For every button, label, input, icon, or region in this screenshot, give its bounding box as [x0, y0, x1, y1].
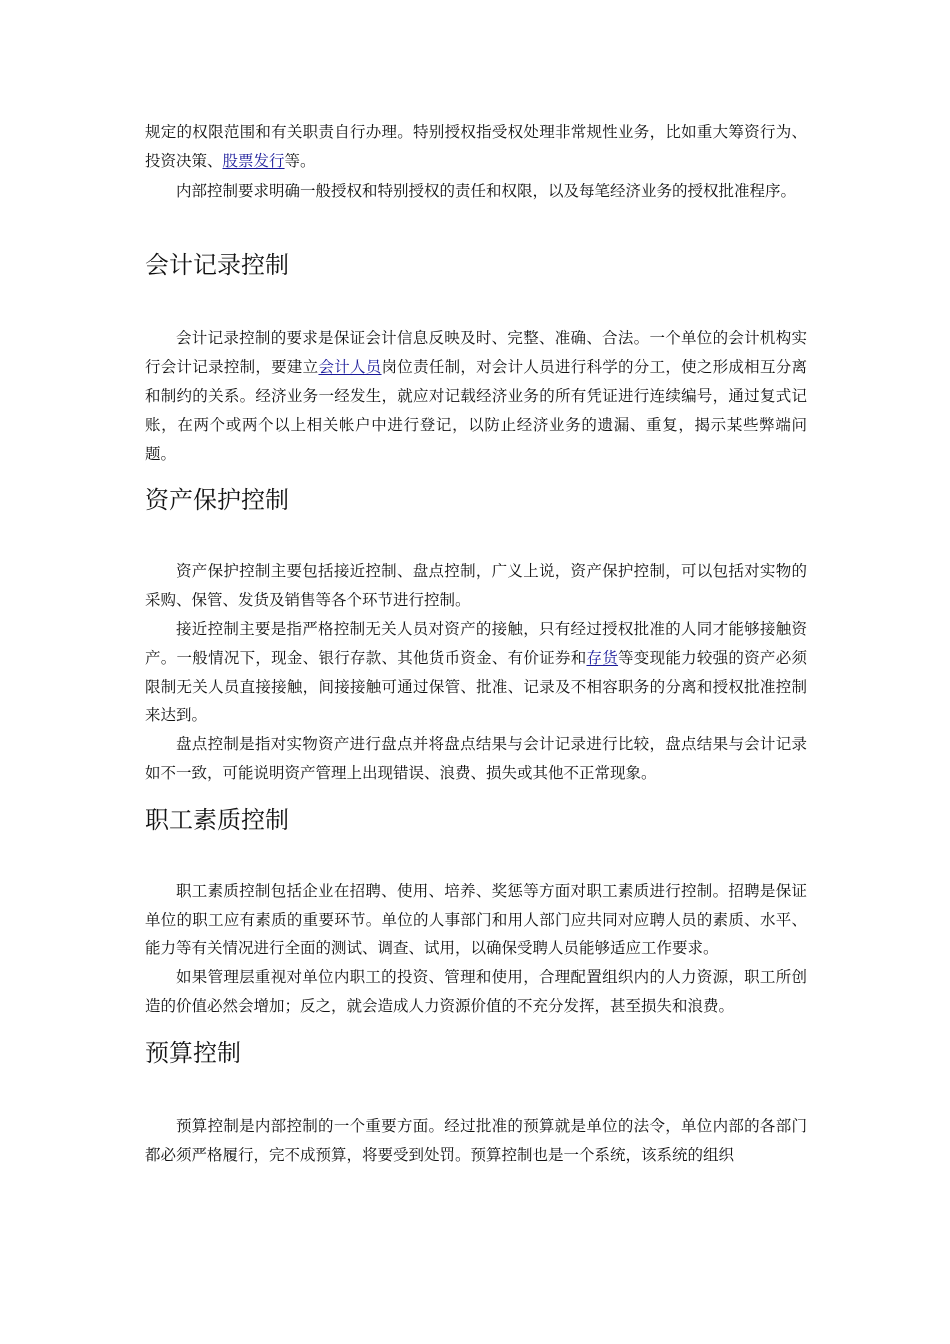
- paragraph-staff-value: 如果管理层重视对单位内职工的投资、管理和使用，合理配置组织内的人力资源，职工所创造的价值必然会增加；反之，就会造成人力资源价值的不充分发挥，甚至损失和浪费。: [145, 968, 807, 1015]
- paragraph-authorization-scope: 规定的权限范围和有关职责自行办理。特别授权指受权处理非常规性业务，比如重大筹资行为、投资决策、股票发行等。: [145, 123, 807, 170]
- document-page: [145, 118, 807, 1169]
- heading-asset-protection-control: 资产保护控制: [145, 486, 289, 515]
- paragraph-inventory-count-control: 盘点控制是指对实物资产进行盘点并将盘点结果与会计记录进行比较，盘点结果与会计记录如不一致，可能说明资产管理上出现错误、浪费、损失或其他不正常现象。: [145, 735, 807, 782]
- paragraph-budget-control: 预算控制是内部控制的一个重要方面。经过批准的预算就是单位的法令，单位内部的各部门都必须严格履行，完不成预算，将要受到处罚。预算控制也是一个系统，该系统的组织: [145, 1116, 807, 1164]
- link-stock-issuance[interactable]: 股票发行: [222, 151, 285, 170]
- paragraph-staff-recruitment: 职工素质控制包括企业在招聘、使用、培养、奖惩等方面对职工素质进行控制。招聘是保证单位的职工应有素质的重要环节。单位的人事部门和用人部门应共同对应聘人员的素质、水平、能力等有关情况进行全面的测试、调查、试用，以确保受聘人员能够适应工作要求。: [145, 881, 807, 958]
- link-inventory[interactable]: 存货: [586, 648, 619, 667]
- heading-staff-quality-control: 职工素质控制: [145, 805, 289, 834]
- paragraph-asset-protection-overview: 资产保护控制主要包括接近控制、盘点控制，广义上说，资产保护控制，可以包括对实物的采购、保管、发货及销售等各个环节进行控制。: [145, 562, 807, 610]
- paragraph-authorization-requirement: 内部控制要求明确一般授权和特别授权的责任和权限，以及每笔经济业务的授权批准程序。: [176, 181, 797, 200]
- heading-budget-control: 预算控制: [145, 1038, 241, 1067]
- paragraph-accounting-record-control: 会计记录控制的要求是保证会计信息反映及时、完整、准确、合法。一个单位的会计机构实行会计记录控制，要建立会计人员岗位责任制，对会计人员进行科学的分工，使之形成相互分离和制约的关系。经济业务一经发生，就应对记载经济业务的所有凭证进行连续编号，通过复式记账，在两个或两个以上相关帐户中进行登记，以防止经济业务的遗漏、重复，揭示某些弊端问题。: [145, 329, 807, 463]
- heading-accounting-record-control: 会计记录控制: [145, 251, 289, 280]
- link-accounting-staff[interactable]: 会计人员: [318, 358, 382, 377]
- paragraph-access-control: 接近控制主要是指严格控制无关人员对资产的接触，只有经过授权批准的人同才能够接触资产。一般情况下，现金、银行存款、其他货币资金、有价证券和存货等变现能力较强的资产必须限制无关人员直接接触，间接接触可通过保管、批准、记录及不相容职务的分离和授权批准控制来达到。: [145, 619, 807, 725]
